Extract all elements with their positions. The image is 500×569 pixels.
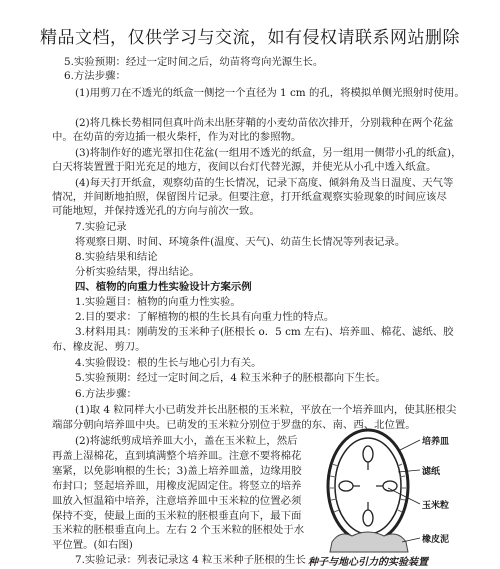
- text-line: 皿放入恒温箱中培养，注意培养皿中玉米粒的位置必须: [52, 495, 302, 507]
- text-line: 6.方法步骤：: [64, 70, 126, 82]
- text-line: 将观察日期、时间、环境条件(温度、天气)、幼苗生长情况等列表记录。: [75, 236, 406, 248]
- text-line: 塞紧，以免影响根的生长；3)盖上培养皿盖，边缘用胶: [52, 465, 302, 477]
- text-line: 玉米粒的胚根垂直向上。左右 2 个玉米粒的胚根处于水: [52, 524, 305, 536]
- section-title: 四、植物的向重力性实验设计方案示例: [75, 281, 252, 293]
- label-filter-paper: 滤纸: [422, 467, 441, 477]
- text-line: 6.方法步骤：: [75, 388, 137, 400]
- text-line: 布封口；竖起培养皿，用橡皮泥固定住。将竖立的培养: [52, 480, 302, 492]
- section-heading: 7.实验记录: [75, 221, 127, 233]
- text-line: 情况，并间断地拍照，保留图片记录。但要注意，打开纸盒观察实验现象的时间应该尽: [52, 191, 447, 203]
- text-line: (3)将制作好的遮光罩扣住花盆(一组用不透光的纸盒，另一组用一侧带小孔的纸盒)，: [75, 147, 462, 159]
- text-line: 3.材料用具：刚萌发的玉米种子(胚根长 o．5 cm 左右)、培养皿、棉花、滤纸、胶: [75, 326, 454, 338]
- page-header: 精品文档，仅供学习与交流，如有侵权请联系网站删除: [40, 28, 460, 48]
- text-line: 4.实验假设：根的生长与地心引力有关。: [75, 357, 262, 369]
- experiment-figure: [322, 420, 498, 565]
- text-line: 可能地短，并保持透光孔的方向与前次一致。: [52, 205, 260, 217]
- label-corn-seed: 玉米粒: [422, 501, 450, 511]
- text-line: 5.实验预期：经过一定时间之后，幼苗将弯向光源生长。: [64, 56, 324, 68]
- text-line: (4)每天打开纸盒，观察幼苗的生长情况，记录下高度、倾斜角及当日温度、天气等: [75, 177, 454, 189]
- petri-dish-illustration: [322, 420, 498, 565]
- figure-caption: 种子与地心引力的实验装置: [308, 557, 428, 568]
- text-line: 布、橡皮泥、剪刀。: [52, 341, 146, 353]
- text-line: 白天将装置置于阳光充足的地方，夜间以台灯代替光源，并使光从小孔中透入纸盒。: [52, 161, 437, 173]
- text-line: 端部分朝向培养皿中央。已萌发的玉米粒分别位于罗盘的东、南、西、北位置。: [52, 419, 416, 431]
- label-petri-dish: 培养皿: [422, 437, 450, 447]
- text-line: 平位置。(如右图): [52, 539, 133, 551]
- text-line: (2)将滤纸剪成培养皿大小，盖在玉米粒上，然后: [75, 435, 298, 447]
- text-line: 分析实验结果，得出结论。: [75, 266, 200, 278]
- corn-seeds: [339, 446, 397, 526]
- text-line: (1)用剪刀在不透光的纸盒一侧挖一个直径为 1 cm 的孔，将模拟单侧光照射时使用。: [75, 87, 465, 99]
- text-line: 7.实验记录：列表记录这 4 粒玉米种子胚根的生长: [75, 554, 306, 566]
- text-line: 5.实验预期：经过一定时间之后，4 粒玉米种子的胚根都向下生长。: [75, 372, 386, 384]
- text-line: 2.目的要求：了解植物的根的生长具有向重力性的特点。: [75, 311, 335, 323]
- text-line: (1)取 4 粒同样大小已萌发并长出胚根的玉米粒，平放在一个培养皿内，使其胚根尖: [75, 404, 457, 416]
- plasticine-base: [330, 532, 408, 552]
- label-plasticine: 橡皮泥: [422, 535, 450, 545]
- radicles: [353, 462, 383, 510]
- text-line: (2)将几株长势相同但真叶尚未出胚芽鞘的小麦幼苗依次排开，分别栽种在两个花盆: [75, 117, 454, 129]
- section-heading: 8.实验结果和结论: [75, 251, 158, 263]
- text-line: 中。在幼苗的旁边插一根火柴杆，作为对比的参照物。: [52, 131, 302, 143]
- text-line: 再盖上湿棉花，直到填满整个培养皿。注意不要将棉花: [52, 450, 302, 462]
- text-line: 保持不变，使最上面的玉米粒的胚根垂直向下，最下面: [52, 510, 302, 522]
- text-line: 1.实验题目：植物的向重力性实验。: [75, 296, 241, 308]
